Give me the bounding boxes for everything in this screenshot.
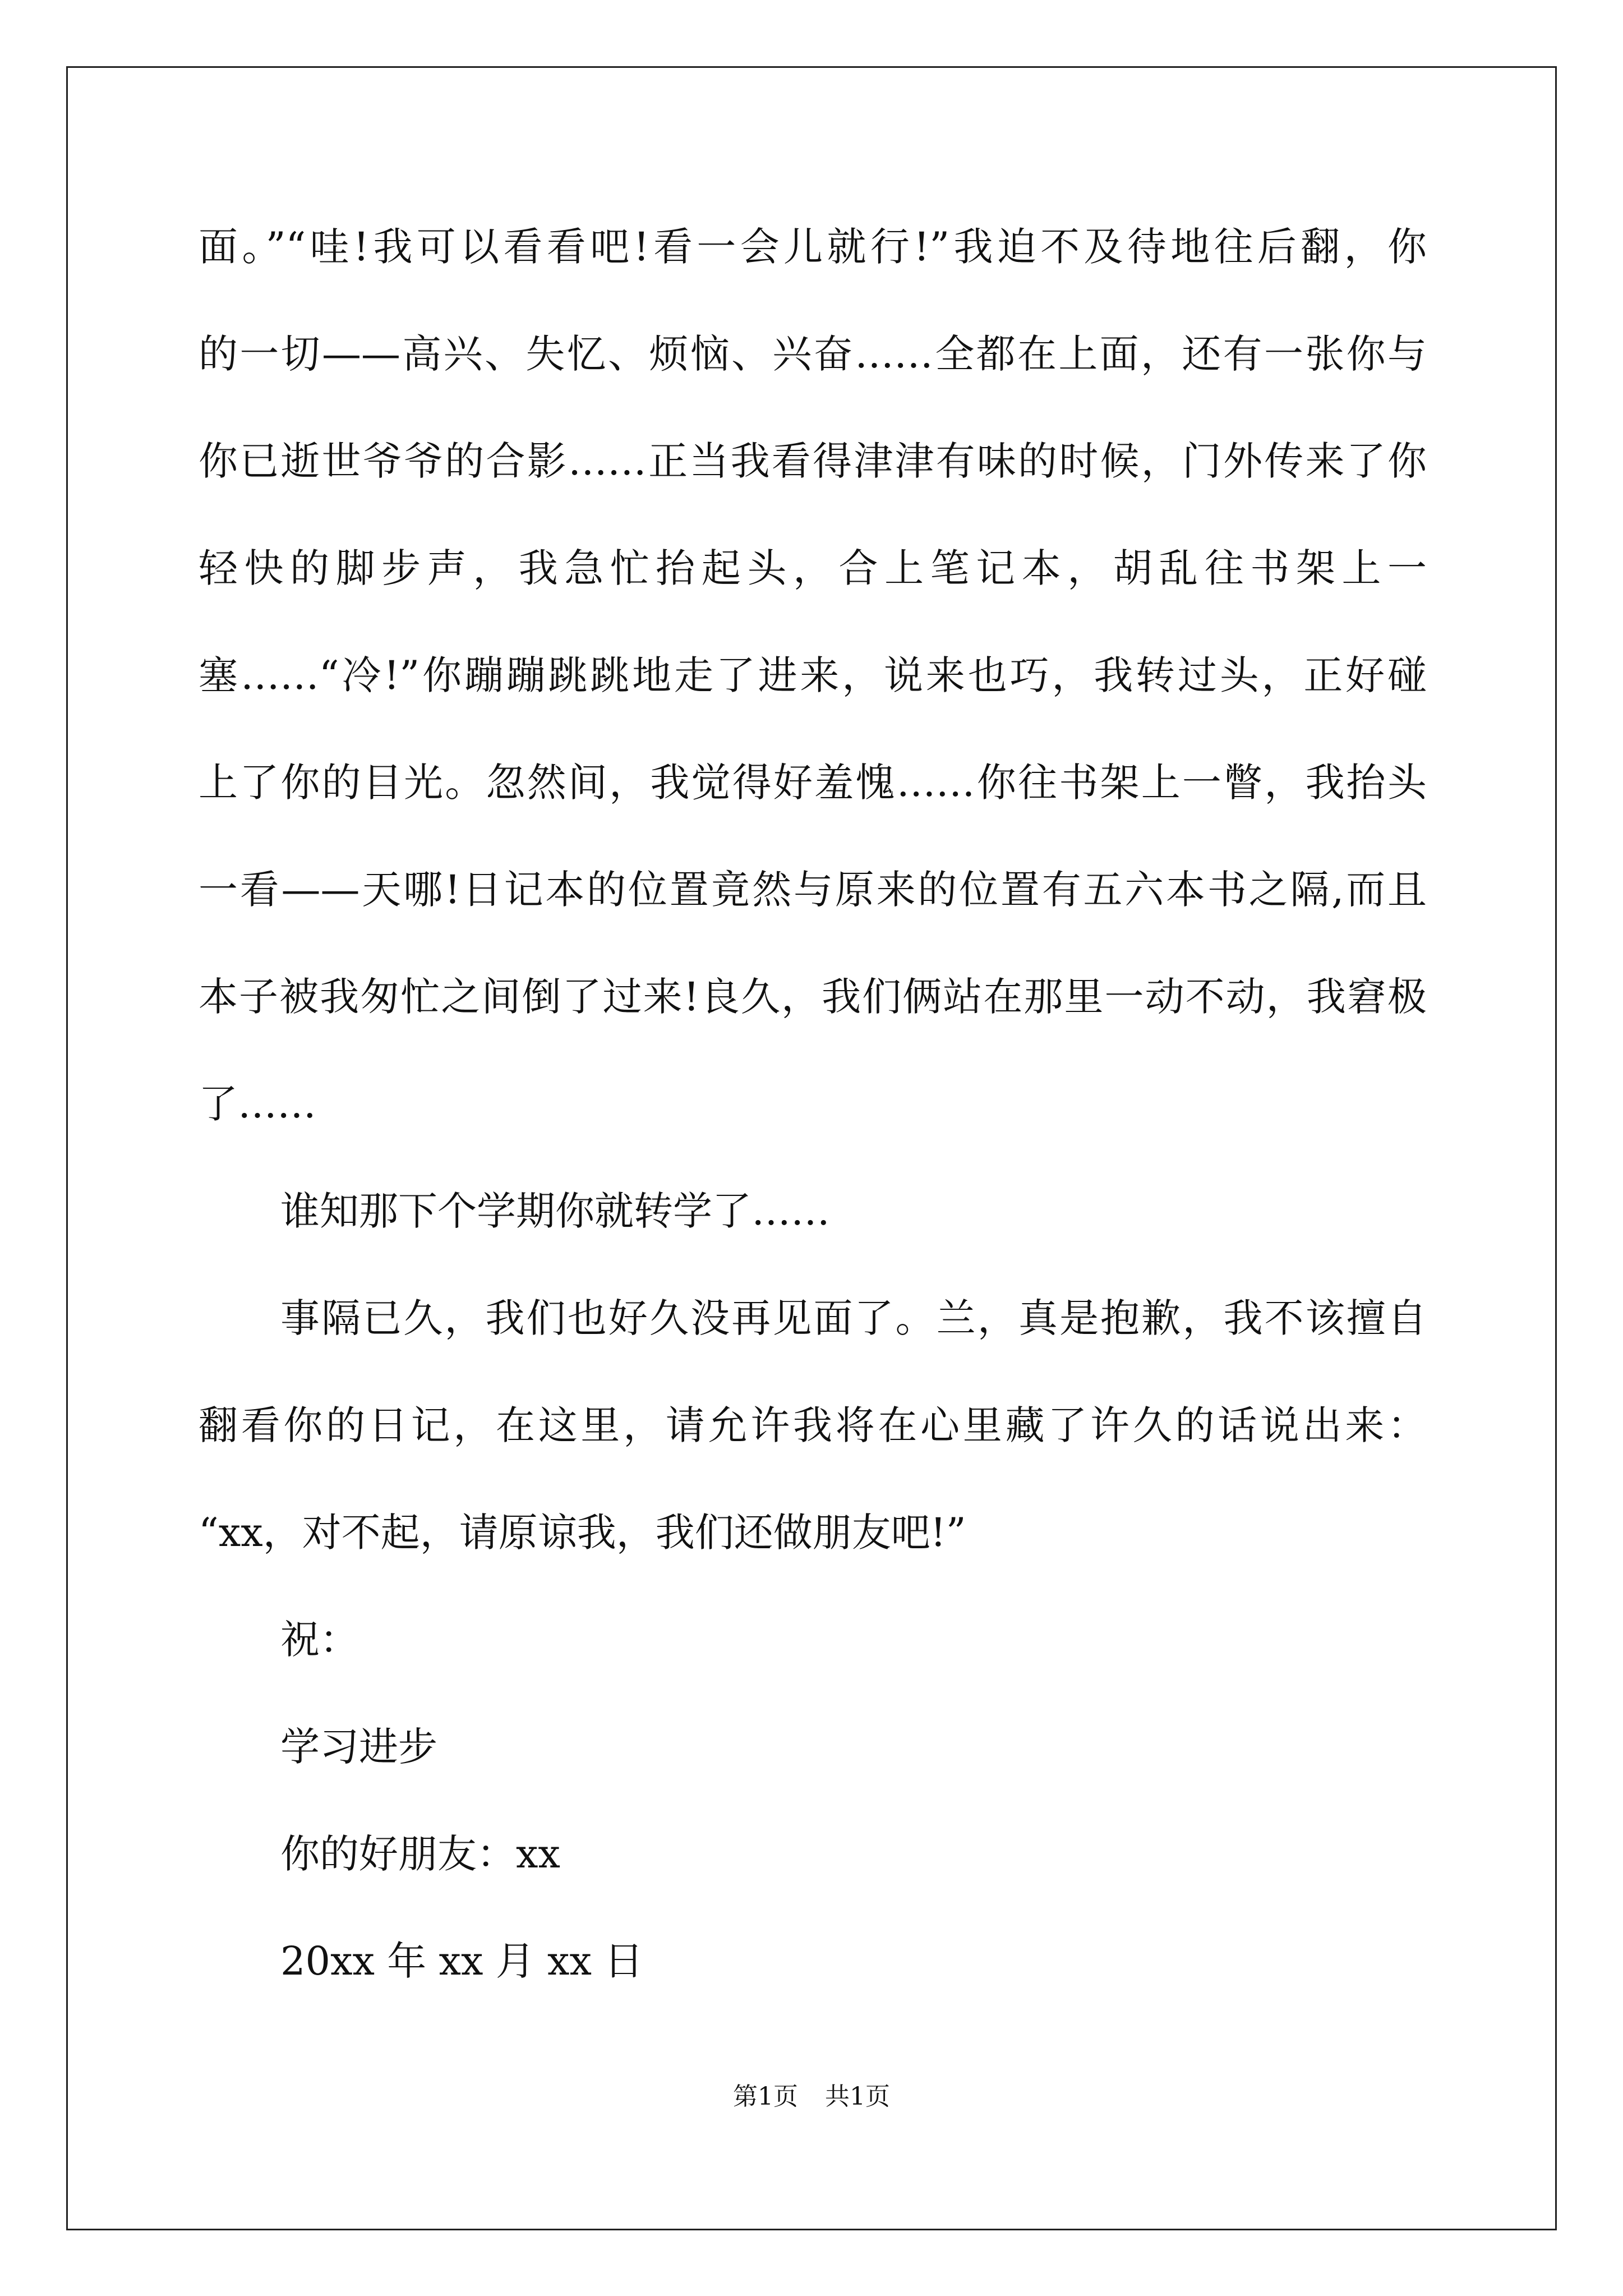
text-line: 轻快的脚步声，我急忙抬起头，合上笔记本，胡乱往书架上一 (199, 545, 1427, 591)
text-line: 翻看你的日记，在这里，请允许我将在心里藏了许久的话说出来： (199, 1402, 1427, 1448)
text-line: 上了你的目光。忽然间，我觉得好羞愧……你往书架上一瞥，我抬头 (199, 760, 1427, 806)
text-line: 本子被我匆忙之间倒了过来!良久，我们俩站在那里一动不动，我窘极 (199, 974, 1427, 1020)
text-line: 塞……“冷!”你蹦蹦跳跳地走了进来，说来也巧，我转过头，正好碰 (199, 652, 1427, 698)
closing-wish: 学习进步 (280, 1724, 437, 1770)
signature: 你的好朋友：xx (280, 1831, 560, 1877)
text-line: 你已逝世爷爷的合影……正当我看得津津有味的时候，门外传来了你 (199, 438, 1427, 484)
letter-body (199, 213, 1427, 2035)
text-line: 事隔已久，我们也好久没再见面了。兰，真是抱歉，我不该擅自 (280, 1295, 1427, 1341)
page-footer (0, 2080, 1623, 2114)
page-number: 第1页 (733, 2082, 798, 2111)
text-line: 一看——天哪!日记本的位置竟然与原来的位置有五六本书之隔,而且 (199, 867, 1427, 913)
text-line: “xx，对不起，请原谅我，我们还做朋友吧!” (199, 1510, 966, 1556)
text-line: 的一切——高兴、失忆、烦恼、兴奋……全都在上面，还有一张你与 (199, 331, 1427, 377)
closing-greeting: 祝： (280, 1617, 359, 1663)
page-total: 共1页 (825, 2082, 890, 2111)
letter-date: 20xx 年 xx 月 xx 日 (280, 1938, 644, 1984)
text-line: 面。”“哇!我可以看看吧!看一会儿就行!”我迫不及待地往后翻，你 (199, 224, 1427, 270)
text-line: 了…… (199, 1081, 316, 1127)
text-line: 谁知那下个学期你就转学了…… (280, 1188, 830, 1234)
